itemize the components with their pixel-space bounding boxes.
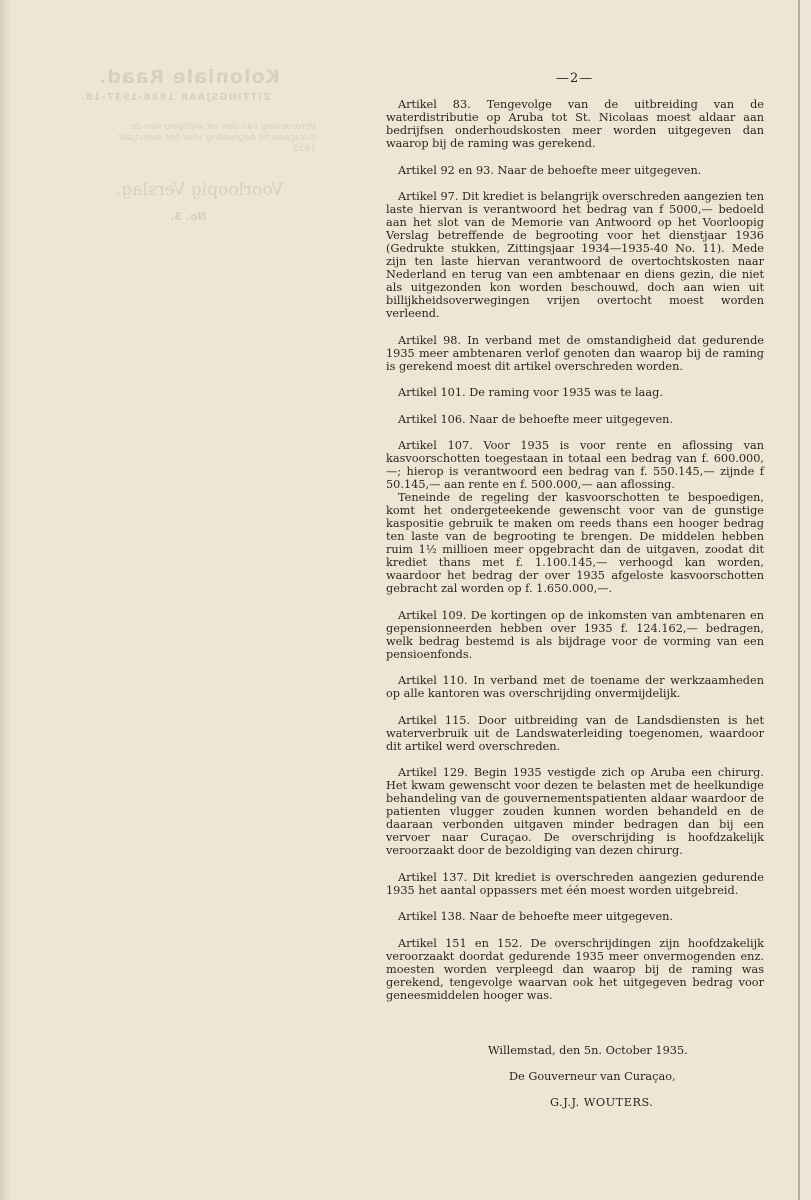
paragraph-art-151-152: Artikel 151 en 152. De overschrijdingen zijn hoofdzakelijk veroorzaakt doordat gedurende 1935 meer onvermogenden enz. moesten worden verpleegd dan waarop bij de raming was gerekend, tengevolge waarvan ook het uitgegeven bedrag voor geneesmiddelen hooger was.	[386, 936, 764, 1002]
place-date: Willemstad, den 5n. October 1935.	[488, 1044, 688, 1057]
bleed-through-session: ZITTINGSJAAR 1936-1937-18.	[80, 92, 271, 103]
paragraph-art-101: Artikel 101. De raming voor 1935 was te laag.	[398, 386, 663, 399]
governor-title: De Gouverneur van Curaçao,	[509, 1070, 676, 1083]
paragraph-art-98: Artikel 98. In verband met de omstandigheid dat gedurende 1935 meer ambtenaren verlof genoten dan waarop bij de raming is gerekend moest dit artikel overschreden worden.	[386, 333, 764, 373]
paragraph-art-110: Artikel 110. In verband met de toename der werkzaamheden op alle kantoren was overschrijding onvermijdelijk.	[386, 674, 764, 700]
bleed-through-ordinance: Verordening van den tot wijziging van de Curaçaosche begrooting voor het dienstjaar 1935.	[117, 122, 316, 154]
paragraph-art-107: Artikel 107. Voor 1935 is voor rente en aflossing van kasvoorschotten toegestaan in totaal een bedrag van f. 600.000,—; hierop is verantwoord een bedrag van f. 550.145,— zijnde f 50.145,— aan rente en f. 500.000,— aan aflossing.	[386, 439, 764, 491]
paragraph-art-107-continued: Teneinde de regeling der kasvoorschotten te bespoedigen, komt het ondergeteekende gewenscht voor van de gunstige kaspositie gebruik te maken om reeds thans een hooger bedrag ten laste van de begrooting te brengen. De middelen hebben ruim 1½ millioen meer opgebracht dan de uitgaven, zoodat dit krediet thans met f. 1.100.145,— verhoogd kan worden, waardoor het bedrag der over 1935 afgeloste kasvoorschotten gebracht zal worden op f. 1.650.000,—.	[386, 491, 764, 595]
paragraph-art-115: Artikel 115. Door uitbreiding van de Landsdiensten is het waterverbruik uit de Landswaterleiding toegenomen, waardoor dit artikel werd overschreden.	[386, 713, 764, 753]
paragraph-art-129: Artikel 129. Begin 1935 vestigde zich op Aruba een chirurg. Het kwam gewenscht voor dezen te belasten met de heelkundige behandeling van de gouvernementspatienten aldaar waardoor de patienten vlugger zouden kunnen worden behandeld en de daaraan verbonden uitgaven minder bedragen dan bij een vervoer naar Curaçao. De overschrijding is hoofdzakelijk veroorzaakt door de bezoldiging van dezen chirurg.	[386, 766, 764, 857]
paragraph-art-106: Artikel 106. Naar de behoefte meer uitgegeven.	[398, 412, 673, 426]
bleed-through-title: Koloniale Raad.	[98, 66, 280, 88]
bleed-through-report: Voorloopig Verslag.	[116, 180, 284, 200]
governor-name: G.J.J. WOUTERS.	[550, 1096, 654, 1109]
paragraph-art-97: Artikel 97. Dit krediet is belangrijk overschreden aangezien ten laste hiervan is verantwoord het bedrag van f 5000,— bedoeld aan het slot van de Memorie van Antwoord op het Voorloopig Verslag betreffende de begrooting voor het dienstjaar 1936 (Gedrukte stukken, Zittingsjaar 1934—1935-40 No. 11). Mede zijn ten laste hiervan verantwoord de overtochtskosten naar Nederland en terug van een ambtenaar en diens gezin, die niet als uitgezonden kon worden beschouwd, doch aan wien uit billijkheidsoverwegingen vrijen overtocht moest worden verleend.	[386, 190, 764, 320]
paragraph-art-137: Artikel 137. Dit krediet is overschreden aangezien gedurende 1935 het aantal oppassers met één moest worden uitgebreid.	[386, 870, 764, 897]
paragraph-art-109: Artikel 109. De kortingen op de inkomsten van ambtenaren en gepensionneerden hebben over 1935 f. 124.162,— bedragen, welk bedrag bestemd is als bijdrage voor de vorming van een pensioenfonds.	[386, 608, 764, 661]
page-number: —2—	[556, 71, 594, 86]
paragraph-art-92-93: Artikel 92 en 93. Naar de behoefte meer uitgegeven.	[398, 163, 702, 177]
paragraph-art-138: Artikel 138. Naar de behoefte meer uitgegeven.	[398, 910, 673, 923]
bleed-through-number: No. 3.	[170, 210, 207, 223]
body-text	[386, 98, 764, 1015]
paragraph-art-83: Artikel 83. Tengevolge van de uitbreiding van de waterdistributie op Aruba tot St. Nicolaas moest aldaar aan bedrijfsen onderhoudskosten meer worden uitgegeven dan waarop bij de raming was gerekend.	[386, 98, 764, 150]
